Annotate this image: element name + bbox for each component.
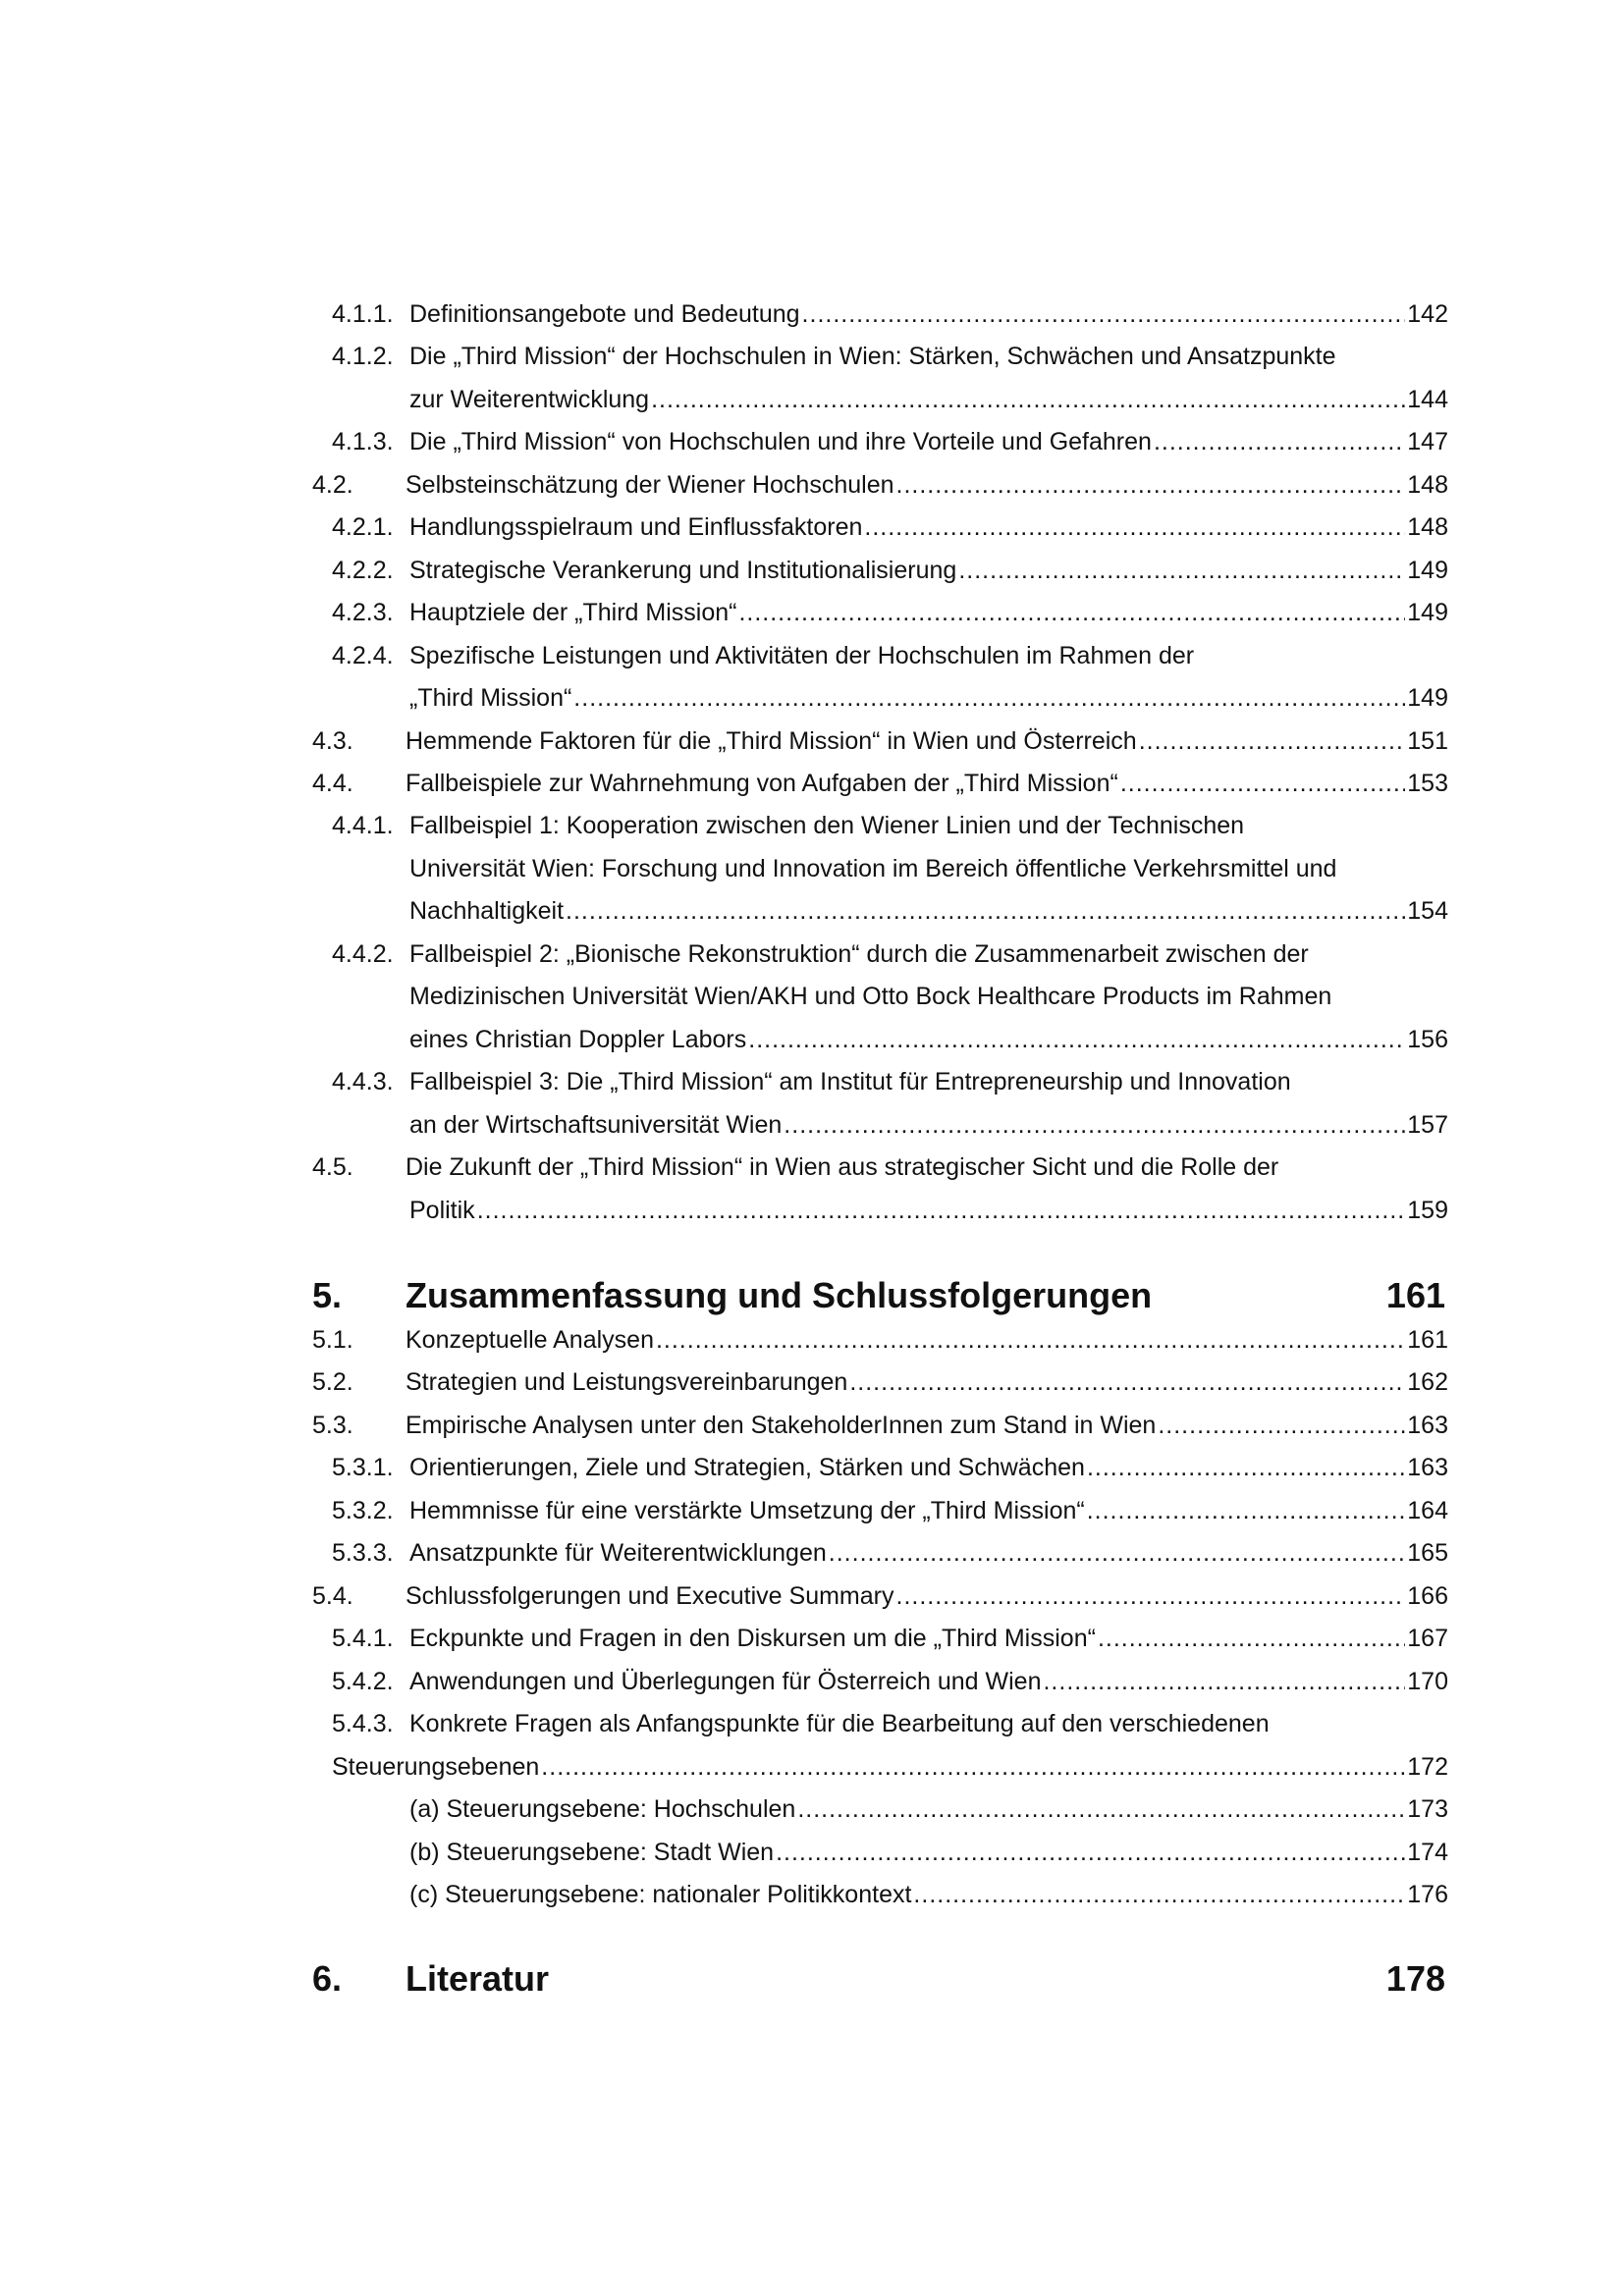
toc-page: 154: [1407, 897, 1448, 925]
toc-leader: [1120, 769, 1405, 798]
toc-title: Politik: [409, 1197, 475, 1224]
toc-chapter-title: Zusammenfassung und Schlussfolgerungen: [406, 1275, 1153, 1315]
toc-title: Fallbeispiel 3: Die „Third Mission“ am Institut für Entrepreneurship und Innovation: [409, 1068, 1291, 1095]
toc-page: 167: [1407, 1625, 1448, 1652]
toc-number: 5.4.2.: [332, 1668, 394, 1695]
toc-leader: [738, 598, 1405, 627]
toc-leader: [566, 896, 1405, 926]
toc-leader: [656, 1325, 1405, 1355]
toc-number: 4.2.4.: [332, 642, 394, 669]
toc-title: Strategien und Leistungsvereinbarungen: [406, 1368, 848, 1396]
toc-title: Schlussfolgerungen und Executive Summary: [406, 1582, 894, 1610]
toc-number: 4.2.2.: [332, 557, 394, 584]
toc-leader: [896, 1581, 1406, 1611]
toc-leader: [1158, 1411, 1405, 1440]
toc-number: 4.4.2.: [332, 940, 394, 968]
toc-leader: [913, 1880, 1405, 1909]
toc-page: 149: [1407, 557, 1448, 584]
toc-title: Die „Third Mission“ der Hochschulen in Wien: Stärken, Schwächen und Ansatzpunkte: [409, 343, 1336, 370]
toc-leader: [829, 1538, 1406, 1568]
toc-title: (a) Steuerungsebene: Hochschulen: [409, 1795, 796, 1823]
toc-chapter-number: 5.: [312, 1275, 343, 1315]
toc-page: 163: [1407, 1412, 1448, 1439]
toc-page: 147: [1407, 428, 1448, 455]
toc-number: 5.3.3.: [332, 1539, 394, 1567]
toc-title: Ansatzpunkte für Weiterentwicklungen: [409, 1539, 827, 1567]
toc-number: 4.2.: [312, 471, 353, 499]
toc-number: 4.4.: [312, 770, 353, 797]
toc-number: 5.4.1.: [332, 1625, 394, 1652]
toc-page: 156: [1407, 1026, 1448, 1053]
toc-page: 142: [1407, 300, 1448, 328]
toc-title: Konzeptuelle Analysen: [406, 1326, 654, 1354]
toc-title: zur Weiterentwicklung: [409, 386, 650, 413]
toc-page: 149: [1407, 599, 1448, 626]
toc-page: 176: [1407, 1881, 1448, 1908]
toc-leader: [1087, 1453, 1405, 1482]
toc-page: 161: [1407, 1326, 1448, 1354]
toc-leader: [1098, 1624, 1405, 1653]
toc-title: Orientierungen, Ziele und Strategien, Stärken und Schwächen: [409, 1454, 1085, 1481]
toc-number: 5.1.: [312, 1326, 353, 1354]
toc-number: 4.1.1.: [332, 300, 394, 328]
toc-title: Steuerungsebenen: [332, 1753, 540, 1781]
toc-title: Die „Third Mission“ von Hochschulen und ihre Vorteile und Gefahren: [409, 428, 1152, 455]
toc-number: 4.4.3.: [332, 1068, 394, 1095]
toc-page: 170: [1407, 1668, 1448, 1695]
toc-title: Fallbeispiele zur Wahrnehmung von Aufgaben der „Third Mission“: [406, 770, 1118, 797]
toc-chapter-number: 6.: [312, 1958, 343, 1999]
toc-title: Medizinischen Universität Wien/AKH und Otto Bock Healthcare Products im Rahmen: [409, 983, 1332, 1010]
toc-page: 149: [1407, 684, 1448, 712]
toc-title: Universität Wien: Forschung und Innovation im Bereich öffentliche Verkehrsmittel und: [409, 855, 1337, 882]
toc-leader: [958, 556, 1405, 585]
toc-title: Fallbeispiel 1: Kooperation zwischen den Wiener Linien und der Technischen: [409, 812, 1245, 839]
toc-title: Die Zukunft der „Third Mission“ in Wien aus strategischer Sicht und die Rolle der: [406, 1153, 1279, 1181]
toc-leader: [1043, 1667, 1405, 1696]
toc-leader: [1154, 427, 1405, 456]
toc-title: Konkrete Fragen als Anfangspunkte für die Bearbeitung auf den verschiedenen: [409, 1710, 1270, 1737]
toc-page: 172: [1407, 1753, 1448, 1781]
toc-title: Hauptziele der „Third Mission“: [409, 599, 737, 626]
toc-number: 5.3.1.: [332, 1454, 394, 1481]
toc-leader: [651, 385, 1405, 414]
toc-page: 162: [1407, 1368, 1448, 1396]
toc-page: 153: [1407, 770, 1448, 797]
toc-title: Strategische Verankerung und Institutionalisierung: [409, 557, 957, 584]
toc-number: 5.4.: [312, 1582, 353, 1610]
toc-number: 4.4.1.: [332, 812, 394, 839]
toc-page: 159: [1407, 1197, 1448, 1224]
toc-number: 4.2.3.: [332, 599, 394, 626]
toc-number: 4.1.2.: [332, 343, 394, 370]
toc-page: 174: [1407, 1839, 1448, 1866]
toc-number: 4.3.: [312, 727, 353, 755]
toc-leader: [573, 683, 1405, 713]
toc-title: (b) Steuerungsebene: Stadt Wien: [409, 1839, 775, 1866]
toc-chapter-page: 178: [1385, 1958, 1445, 1999]
toc-page: 148: [1407, 471, 1448, 499]
toc-number: 5.4.3.: [332, 1710, 394, 1737]
toc-leader: [784, 1110, 1405, 1140]
toc-leader: [541, 1752, 1405, 1782]
toc-title: Anwendungen und Überlegungen für Österreich und Wien: [409, 1668, 1042, 1695]
toc-number: 4.2.1.: [332, 513, 394, 541]
toc-leader: [797, 1794, 1405, 1824]
toc-leader: [1139, 726, 1406, 756]
toc-page: 148: [1407, 513, 1448, 541]
toc-page: 151: [1407, 727, 1448, 755]
toc-title: Hemmnisse für eine verstärkte Umsetzung der „Third Mission“: [409, 1497, 1085, 1524]
toc-chapter-title: Literatur: [406, 1958, 550, 1999]
toc-page: 157: [1407, 1111, 1448, 1139]
toc-leader: [896, 470, 1406, 500]
toc-title: Spezifische Leistungen und Aktivitäten der Hochschulen im Rahmen der: [409, 642, 1195, 669]
toc-page: 164: [1407, 1497, 1448, 1524]
toc-number: 5.3.2.: [332, 1497, 394, 1524]
toc-page: 173: [1407, 1795, 1448, 1823]
toc-leader: [1087, 1496, 1406, 1525]
toc-title: eines Christian Doppler Labors: [409, 1026, 747, 1053]
toc-leader: [864, 512, 1405, 542]
toc-title: „Third Mission“: [409, 684, 572, 712]
toc-page: 166: [1407, 1582, 1448, 1610]
toc-title: Eckpunkte und Fragen in den Diskursen um die „Third Mission“: [409, 1625, 1096, 1652]
toc-title: (c) Steuerungsebene: nationaler Politikkontext: [409, 1881, 912, 1908]
toc-leader: [477, 1196, 1406, 1225]
toc-number: 4.5.: [312, 1153, 353, 1181]
toc-number: 5.2.: [312, 1368, 353, 1396]
toc-title: Hemmende Faktoren für die „Third Mission“ in Wien und Österreich: [406, 727, 1137, 755]
toc-page: 165: [1407, 1539, 1448, 1567]
toc-page: 163: [1407, 1454, 1448, 1481]
toc-leader: [849, 1367, 1405, 1397]
toc-leader: [802, 299, 1406, 329]
toc-number: 5.3.: [312, 1412, 353, 1439]
toc-title: Selbsteinschätzung der Wiener Hochschulen: [406, 471, 894, 499]
toc-title: Handlungsspielraum und Einflussfaktoren: [409, 513, 863, 541]
toc-page: 144: [1407, 386, 1448, 413]
toc-title: Nachhaltigkeit: [409, 897, 565, 925]
toc-leader: [776, 1838, 1405, 1867]
toc-title: Empirische Analysen unter den StakeholderInnen zum Stand in Wien: [406, 1412, 1157, 1439]
toc-title: Definitionsangebote und Bedeutung: [409, 300, 800, 328]
toc-chapter-page: 161: [1385, 1275, 1445, 1315]
toc-title: an der Wirtschaftsuniversität Wien: [409, 1111, 783, 1139]
toc-number: 4.1.3.: [332, 428, 394, 455]
toc-title: Fallbeispiel 2: „Bionische Rekonstruktion“ durch die Zusammenarbeit zwischen der: [409, 940, 1309, 968]
toc-leader: [748, 1025, 1405, 1054]
